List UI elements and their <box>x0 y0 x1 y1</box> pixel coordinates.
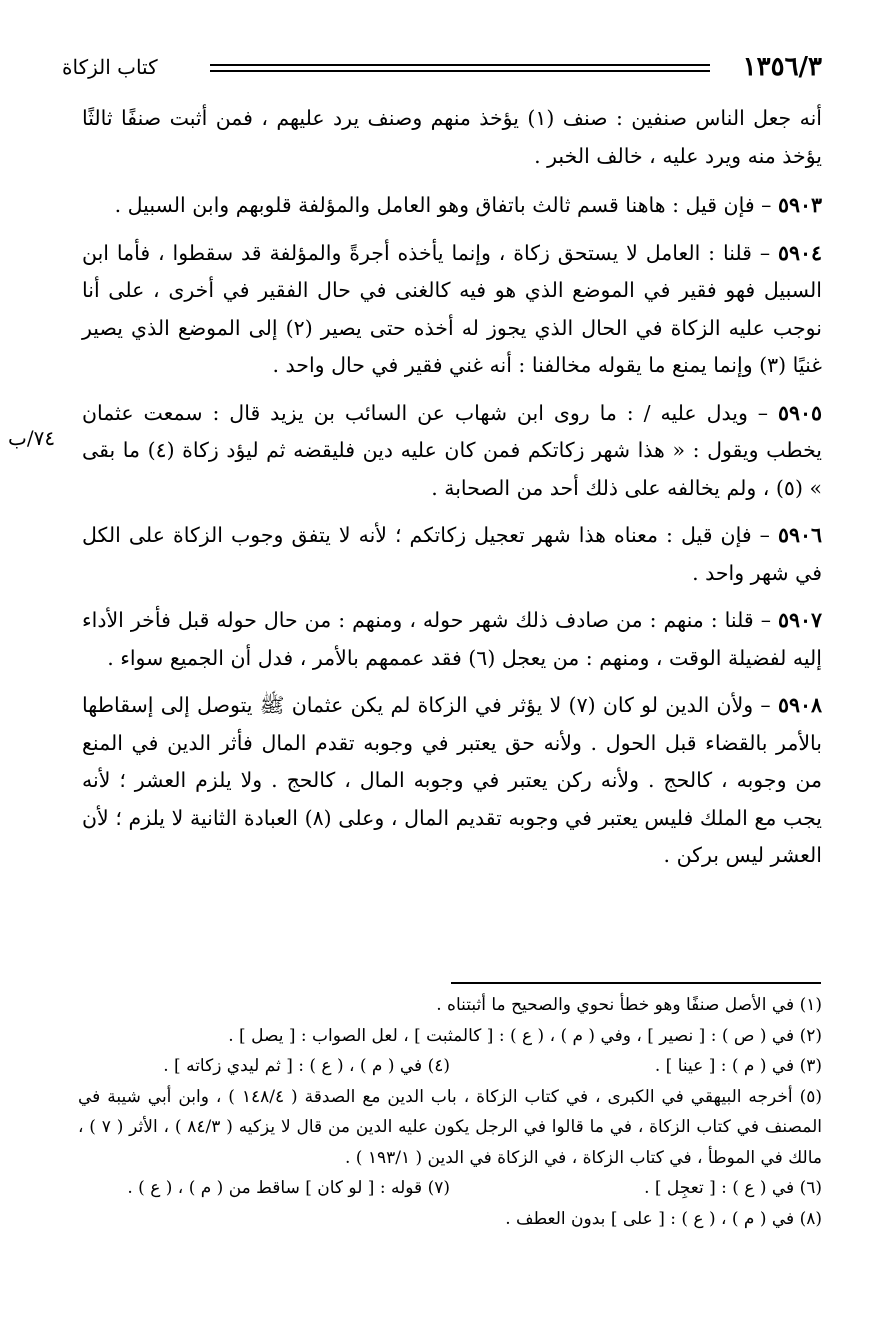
paragraph-5904 <box>82 235 822 385</box>
paragraph-5905 <box>82 395 822 508</box>
footnote-row-6-7 <box>78 1173 822 1204</box>
footnotes <box>78 990 822 1234</box>
main-text <box>82 100 822 885</box>
manuscript-folio-marker: ٧٤/ب <box>8 426 56 450</box>
footnote-8: (٨) في ( م ) ، ( ع ) : [ على ] بدون العطف . <box>505 1208 822 1229</box>
paragraph-text: – قلنا : العامل لا يستحق زكاة ، وإنما يأخذه أجرةً والمؤلفة قد سقطوا ، فأما ابن السبيل فهو فقير في الموضع الذي هو فيه كالغنى في حال الفقير في أخرى ، على أنا نوجب عليه الزكاة في الحال الذي يجوز له أخذه حتى يصير (٢) إلى الموضع الذي يصير غنيًا (٣) وإنما يمنع ما يقوله مخالفنا : أنه غني فقير في حال واحد . <box>82 240 822 377</box>
paragraph-number: ٥٩٠٣ <box>777 193 822 217</box>
paragraph-number: ٥٩٠٤ <box>777 240 822 265</box>
footnote-2: (٢) في ( ص ) : [ نصير ] ، وفي ( م ) ، ( ع ) : [ كالمثبت ] ، لعل الصواب : [ يصل ] . <box>228 1025 822 1046</box>
paragraph-number: ٥٩٠٧ <box>777 608 822 632</box>
paragraph-5908 <box>82 687 822 875</box>
paragraph-5907 <box>82 602 822 677</box>
page-number: ١٣٥٦/٣ <box>742 52 822 82</box>
paragraph-number: ٥٩٠٨ <box>777 693 822 717</box>
footnote-6: (٦) في ( ع ) : [ تعجِل ] . <box>644 1178 822 1198</box>
paragraph-text: أنه جعل الناس صنفين : صنف (١) يؤخذ منهم وصنف يرد عليهم ، فمن أثبت صنفًا ثالثًا يؤخذ منه ويرد عليه ، خالف الخبر . <box>82 106 822 168</box>
footnote-7: (٧) قوله : [ لو كان ] ساقط من ( م ) ، ( ع ) . <box>127 1178 450 1198</box>
paragraph-continuation <box>82 100 822 175</box>
paragraph-number: ٥٩٠٥ <box>777 400 822 425</box>
footnote-separator <box>451 982 821 984</box>
paragraph-5906 <box>82 517 822 592</box>
page-header <box>62 50 822 86</box>
paragraph-text: – ولأن الدين لو كان (٧) لا يؤثر في الزكاة لم يكن عثمان ﷺ يتوصل إلى إسقاطها بالأمر بالقضاء قبل الحول . ولأنه حق يعتبر في وجوبه تقدم المال فأثر الدين في المنع من وجوبه ، كالحج . ولأنه ركن يعتبر في وجوبه المال ، كالحج . ولا يلزم العشر ؛ لأنه يجب مع الملك فليس يعتبر في وجوبه تقديم المال ، وعلى (٨) العبادة الثانية لا يلزم ؛ لأن العشر ليس بركن . <box>82 693 823 867</box>
paragraph-5903 <box>82 187 822 225</box>
footnote-5: (٥) أخرجه البيهقي في الكبرى ، في كتاب الزكاة ، باب الدين مع الصدقة ( ١٤٨/٤ ) ، وابن أبي شيبة في المصنف في كتاب الزكاة ، في ما قالوا في الرجل يكون عليه الدين من قال لا يزكيه ( ٨٤/٣ ) ، الأثر ( ٧ ) ، مالك في الموطأ ، في كتاب الزكاة ، في الزكاة في الدين ( ١٩٣/١ ) . <box>78 1086 823 1168</box>
paragraph-text: – فإن قيل : معناه هذا شهر تعجيل زكاتكم ؛ لأنه لا يتفق وجوب الزكاة على الكل في شهر واحد . <box>82 523 822 585</box>
header-double-rule <box>210 64 710 72</box>
paragraph-text: – قلنا : منهم : من صادف ذلك شهر حوله ، ومنهم : من حال حوله قبل فأخر الأداء إليه لفضيلة الوقت ، ومنهم : من يعجل (٦) فقد عممهم بالأمر ، فدل أن الجميع سواء . <box>82 608 822 670</box>
footnote-4: (٤) في ( م ) ، ( ع ) : [ ثم ليدي زكاته ] . <box>163 1056 450 1076</box>
footnote-3: (٣) في ( م ) : [ عينا ] . <box>654 1056 822 1076</box>
paragraph-text: – فإن قيل : هاهنا قسم ثالث باتفاق وهو العامل والمؤلفة قلوبهم وابن السبيل . <box>114 193 778 217</box>
paragraph-text: – ويدل عليه / : ما روى ابن شهاب عن السائب بن يزيد قال : سمعت عثمان يخطب ويقول : « هذا شهر زكاتكم فمن كان عليه دين فليقضه ثم ليؤد زكاة (٤) ما بقى » (٥) ، ولم يخالفه على ذلك أحد من الصحابة . <box>82 400 823 500</box>
footnote-row-3-4 <box>78 1051 822 1082</box>
paragraph-number: ٥٩٠٦ <box>777 523 822 547</box>
footnote-1: (١) في الأصل صنفًا وهو خطأ نحوي والصحيح ما أثبتناه . <box>436 995 822 1015</box>
running-title: كتاب الزكاة <box>62 55 158 79</box>
